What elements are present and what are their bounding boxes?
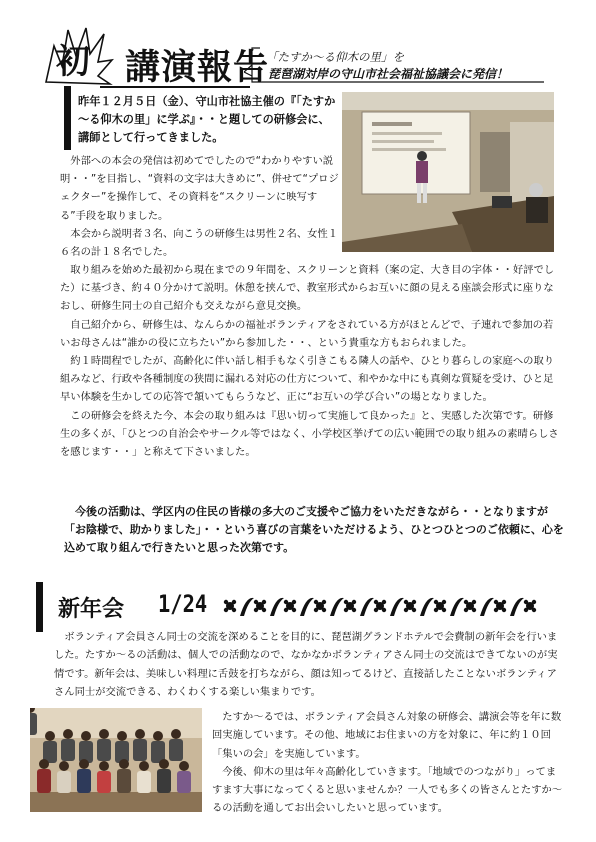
first-badge-text: 初	[56, 42, 88, 82]
group-photo	[30, 708, 202, 812]
article-body-wide	[60, 261, 560, 461]
party-body-narrow	[212, 708, 564, 818]
paragraph: 取り組みを始めた最初から現在までの９年間を、スクリーンと資料（案の定、大き目の字体・・好評でした）に基づき、約４０分かけて説明。休憩を挟んで、教室形式からお互いに顔の見える座談会形式に座りなおし、研修生同士の自己紹介も交えながら意見交換。	[60, 264, 555, 313]
lead-accent-bar	[64, 86, 71, 150]
paragraph: 本会から説明者３名、向こうの研修生は男性２名、女性１６名の計１８名でした。	[60, 227, 339, 259]
lecture-photo	[342, 92, 554, 252]
paragraph: 今後、仰木の里は年々高齢化していきます。「地域でのつながり」ってますます大事になってくると思いませんか？一人でも多くの皆さんとたすか～るの活動を通してお出会いしたいと思っています。	[212, 765, 563, 815]
paragraph: 自己紹介から、研修生は、なんらかの福祉ボランティアをされている方がほとんどで、子連れで参加の若いお母さんは“誰かの役に立ちたい”から参加した・・、という貴重な方もおられました。	[60, 318, 554, 349]
section-title-new-year-party: 新年会	[58, 597, 125, 622]
section2-accent-bar	[36, 582, 43, 632]
section-title-lecture-report: 講演報告	[125, 47, 270, 88]
callout-line-1: 「たすか～る仰木の里」を	[266, 50, 404, 64]
paragraph: 外部への本会の発信は初めてでしたので“わかりやすい説明・・”を目指し、“資料の文字は大きめに”、併せて“プロジェクター”を操作して、その資料を“スクリーンに映写する”手段を取りました。	[60, 155, 339, 222]
paragraph: 約１時間程でしたが、高齢化に伴い話し相手もなく引きこもる隣人の話や、ひとり暮らしの家庭への取り組みなど、行政や各種制度の狭間に漏れる対応の仕方について、和やかな中にも真剣な質疑を受け、ひと足早い体験を生かしての応答で頷いてもらうなど、正に“お互いの学び合い”の場となりました。	[60, 355, 555, 404]
paragraph: この研修会を終えた今、本会の取り組みは『思い切って実施して良かった』と、実感した次第です。研修生の多くが、「ひとつの自治会やサークル等ではなく、小学校区挙げての広い範囲での取り組みの素晴らしさを感じます・・」と称えて下さいました。	[60, 409, 559, 459]
closing-statement: 今後の活動は、学区内の住民の皆様の多大のご支援やご協力をいただきながら・・となりますが「お陰様で、助かりました」・・という喜びの言葉をいただけるよう、ひとつひとつのご依頼に、心を込めて取り組んで行きたいと思った次第です。	[64, 505, 564, 554]
title-callout	[244, 46, 556, 84]
party-intro-paragraph: ボランティア会員さん同士の交流を深めることを目的に、琵琶湖グランドホテルで会費制の新年会を行いました。たすか～るの活動は、個人での活動なので、なかなかボランティアさん同士の交流はできてないのが実情です。新年会は、美味しい料理に舌鼓を打ちながら、顔は知ってるけど、直接話したことないボランティアさん同士が交流できる、わくわくする楽しい集まりです。	[54, 631, 558, 698]
paragraph: たすか～るでは、ボランティア会員さん対象の研修会、講演会等を年に数回実施しています。その他、地域にお住まいの方を対象に、年に約１０回「集いの会」を実施しています。	[212, 711, 562, 760]
lead-paragraph: 昨年１２月５日（金）、守山市社協主催の『「たすか～る仰木の里」に学ぶ』・・と題しての研修会に、講師として行ってきました。	[78, 95, 336, 144]
section-date: 1/24	[158, 590, 208, 618]
article-body-narrow	[60, 152, 340, 261]
callout-line-2: 琵琶湖対岸の守山市社会福祉協議会に発信！	[268, 67, 509, 81]
title-underline	[100, 86, 250, 88]
flower-vine-ornament-icon	[222, 592, 544, 620]
